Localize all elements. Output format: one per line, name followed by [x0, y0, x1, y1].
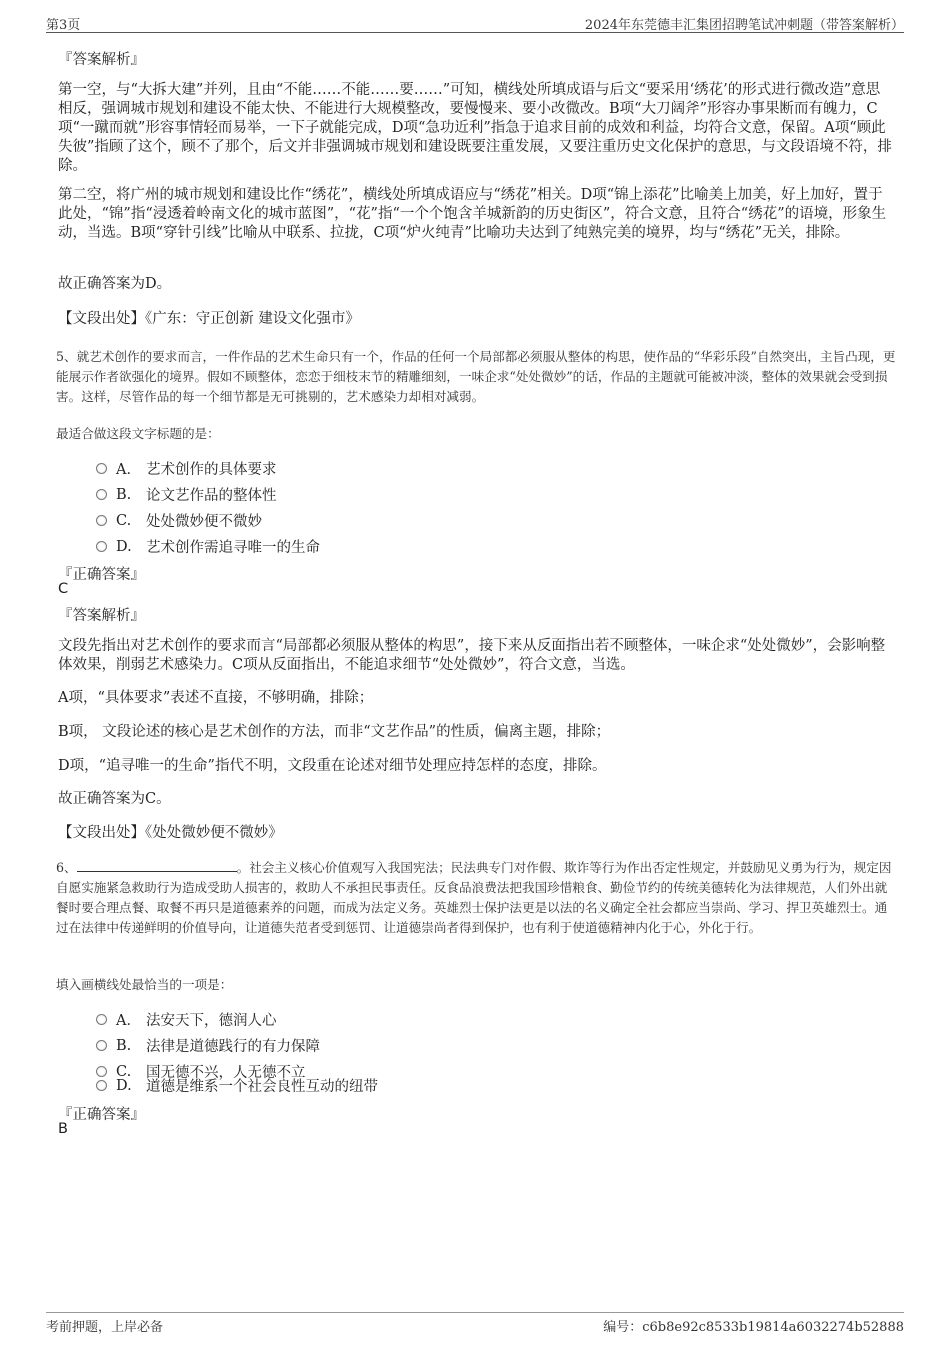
q5-source: 【文段出处】《处处微妙便不微妙》: [58, 825, 283, 841]
radio-icon[interactable]: [96, 1040, 107, 1051]
radio-icon[interactable]: [96, 515, 107, 526]
q6-stem-text: 。社会主义核心价值观写入我国宪法；民法典专门对作假、欺诈等行为作出否定性规定，并鼓励见义勇为行为，规定因自愿实施紧急救助行为造成受助人损害的，救助人不承担民事责任。反食品浪费法把我国珍惜粮食、勤俭节约的传统美德转化为法律规范，人们外出就餐时要合理点餐、取餐不再只是道德素养的问题，而成为法定义务。英雄烈士保护法更是以法的名义确定全社会都应当崇尚、学习、捍卫英雄烈士。通过在法律中传递鲜明的价值导向，让道德失范者受到惩罚、让道德崇尚者得到保护，也有利于使道德精神内化于心，外化于行。: [56, 860, 892, 935]
q4-analysis-para2: 第二空，将广州的城市规划和建设比作“绣花”，横线处所填成语应与“绣花”相关。D项“锦上添花”比喻美上加美，好上加好，置于此处，“锦”指“浸透着岭南文化的城市蓝图”，“花”指“一个个饱含羊城新韵的历史街区”，符合文意，且符合“绣花”的语境，形象生动，当选。B项“穿针引线”比喻从中联系、拉拢，C项“炉火纯青”比喻功夫达到了纯熟完美的境界，均与“绣花”无关，排除。: [58, 187, 887, 241]
q5-analysis-para1: 文段先指出对艺术创作的要求而言“局部都必须服从整体的构思”，接下来从反面指出若不顾整体，一味企求“处处微妙”，会影响整体效果，削弱艺术感染力。C项从反面指出，不能追求细节“处处微妙”，符合文意，当选。: [58, 638, 886, 673]
q6-prompt: 填入画横线处最恰当的一项是：: [56, 977, 233, 992]
option-key: D.: [116, 538, 132, 555]
q5-option-c[interactable]: [96, 510, 262, 531]
radio-icon[interactable]: [96, 463, 107, 474]
q6-option-d[interactable]: [96, 1075, 378, 1096]
page-header: [46, 14, 904, 33]
q6-correct-label: 『正确答案』: [58, 1107, 145, 1123]
option-key: A．: [116, 1013, 141, 1029]
option-text: 道德是维系一个社会良性互动的纽带: [146, 1079, 378, 1095]
option-text: 艺术创作的具体要求: [146, 462, 277, 478]
option-key: B.: [116, 1037, 132, 1054]
option-key: A．: [116, 462, 141, 478]
q6-correct-answer: B: [58, 1121, 68, 1137]
q5-stem: 5、就艺术创作的要求而言，一件作品的艺术生命只有一个，作品的任何一个局部都必须服从整体的构思，使作品的“华彩乐段”自然突出，主旨凸现，更能展示作者欲强化的境界。假如不顾整体，恋恋于细枝末节的精雕细刻，一味企求“处处微妙”的话，作品的主题就可能被冲淡，整体的效果就会受到损害。这样，尽管作品的每一个细节都是无可挑剔的，艺术感染力却相对减弱。: [56, 349, 896, 404]
option-text: 法安天下，德润人心: [146, 1013, 277, 1029]
radio-icon[interactable]: [96, 489, 107, 500]
page-number: 第3页: [46, 18, 81, 33]
option-key: B.: [116, 486, 132, 503]
q5-option-a[interactable]: [96, 458, 277, 479]
q5-conclusion: 故正确答案为C。: [58, 791, 171, 807]
q4-conclusion: 故正确答案为D。: [58, 276, 172, 292]
radio-icon[interactable]: [96, 1014, 107, 1025]
q6-option-b[interactable]: [96, 1035, 320, 1056]
option-text: 艺术创作需追寻唯一的生命: [146, 540, 320, 556]
q5-correct-answer: C: [58, 581, 69, 597]
radio-icon[interactable]: [96, 541, 107, 552]
q5-analysis-line-b: B项， 文段论述的核心是艺术创作的方法，而非“文艺作品”的性质，偏离主题，排除；: [58, 724, 611, 740]
option-text: 国无德不兴，人无德不立: [146, 1065, 306, 1081]
q4-source: 【文段出处】《广东：守正创新 建设文化强市》: [58, 311, 360, 327]
q5-prompt: 最适合做这段文字标题的是：: [56, 426, 220, 441]
option-text: 法律是道德践行的有力保障: [146, 1039, 320, 1055]
q4-analysis-label: 『答案解析』: [58, 52, 145, 68]
radio-icon[interactable]: [96, 1080, 107, 1091]
q6-stem: [56, 858, 898, 938]
option-key: C.: [116, 1063, 132, 1080]
q5-analysis-label: 『答案解析』: [58, 608, 145, 624]
q5-analysis-line-d: D项，“追寻唯一的生命”指代不明，文段重在论述对细节处理应持怎样的态度，排除。: [58, 758, 607, 774]
q5-correct-label: 『正确答案』: [58, 567, 145, 583]
q6-option-a[interactable]: [96, 1009, 277, 1030]
option-key: C.: [116, 512, 132, 529]
option-key: D.: [116, 1077, 132, 1094]
footer-slogan: 考前押题，上岸必备: [46, 1320, 164, 1335]
fill-blank: [77, 859, 237, 872]
document-id: 编号：c6b8e92c8533b19814a6032274b52888: [603, 1320, 904, 1335]
q6-number: 6、: [56, 860, 77, 875]
q5-analysis-line-a: A项，“具体要求”表述不直接，不够明确，排除；: [58, 690, 374, 706]
q5-option-d[interactable]: [96, 536, 320, 557]
q4-analysis-para1: 第一空，与“大拆大建”并列，且由“不能……不能……要……”可知，横线处所填成语与后文“要采用‘绣花’的形式进行微改造”意思相反，强调城市规划和建设不能太快、不能进行大规模整改，要慢慢来、要小改微改。B项“大刀阔斧”形容办事果断而有魄力，C项“一蹴而就”形容事情轻而易举，一下子就能完成，D项“急功近利”指急于追求目前的成效和利益，均符合文意，保留。A项“顾此失彼”指顾了这个，顾不了那个，后文并非强调城市规划和建设既要注重发展，又要注重历史文化保护的意思，与文段语境不符，排除。: [58, 82, 892, 174]
q5-option-b[interactable]: [96, 484, 277, 505]
document-title: 2024年东莞德丰汇集团招聘笔试冲刺题（带答案解析）: [584, 18, 904, 33]
page-footer: [46, 1312, 904, 1336]
option-text: 论文艺作品的整体性: [146, 488, 277, 504]
option-text: 处处微妙便不微妙: [146, 514, 262, 530]
